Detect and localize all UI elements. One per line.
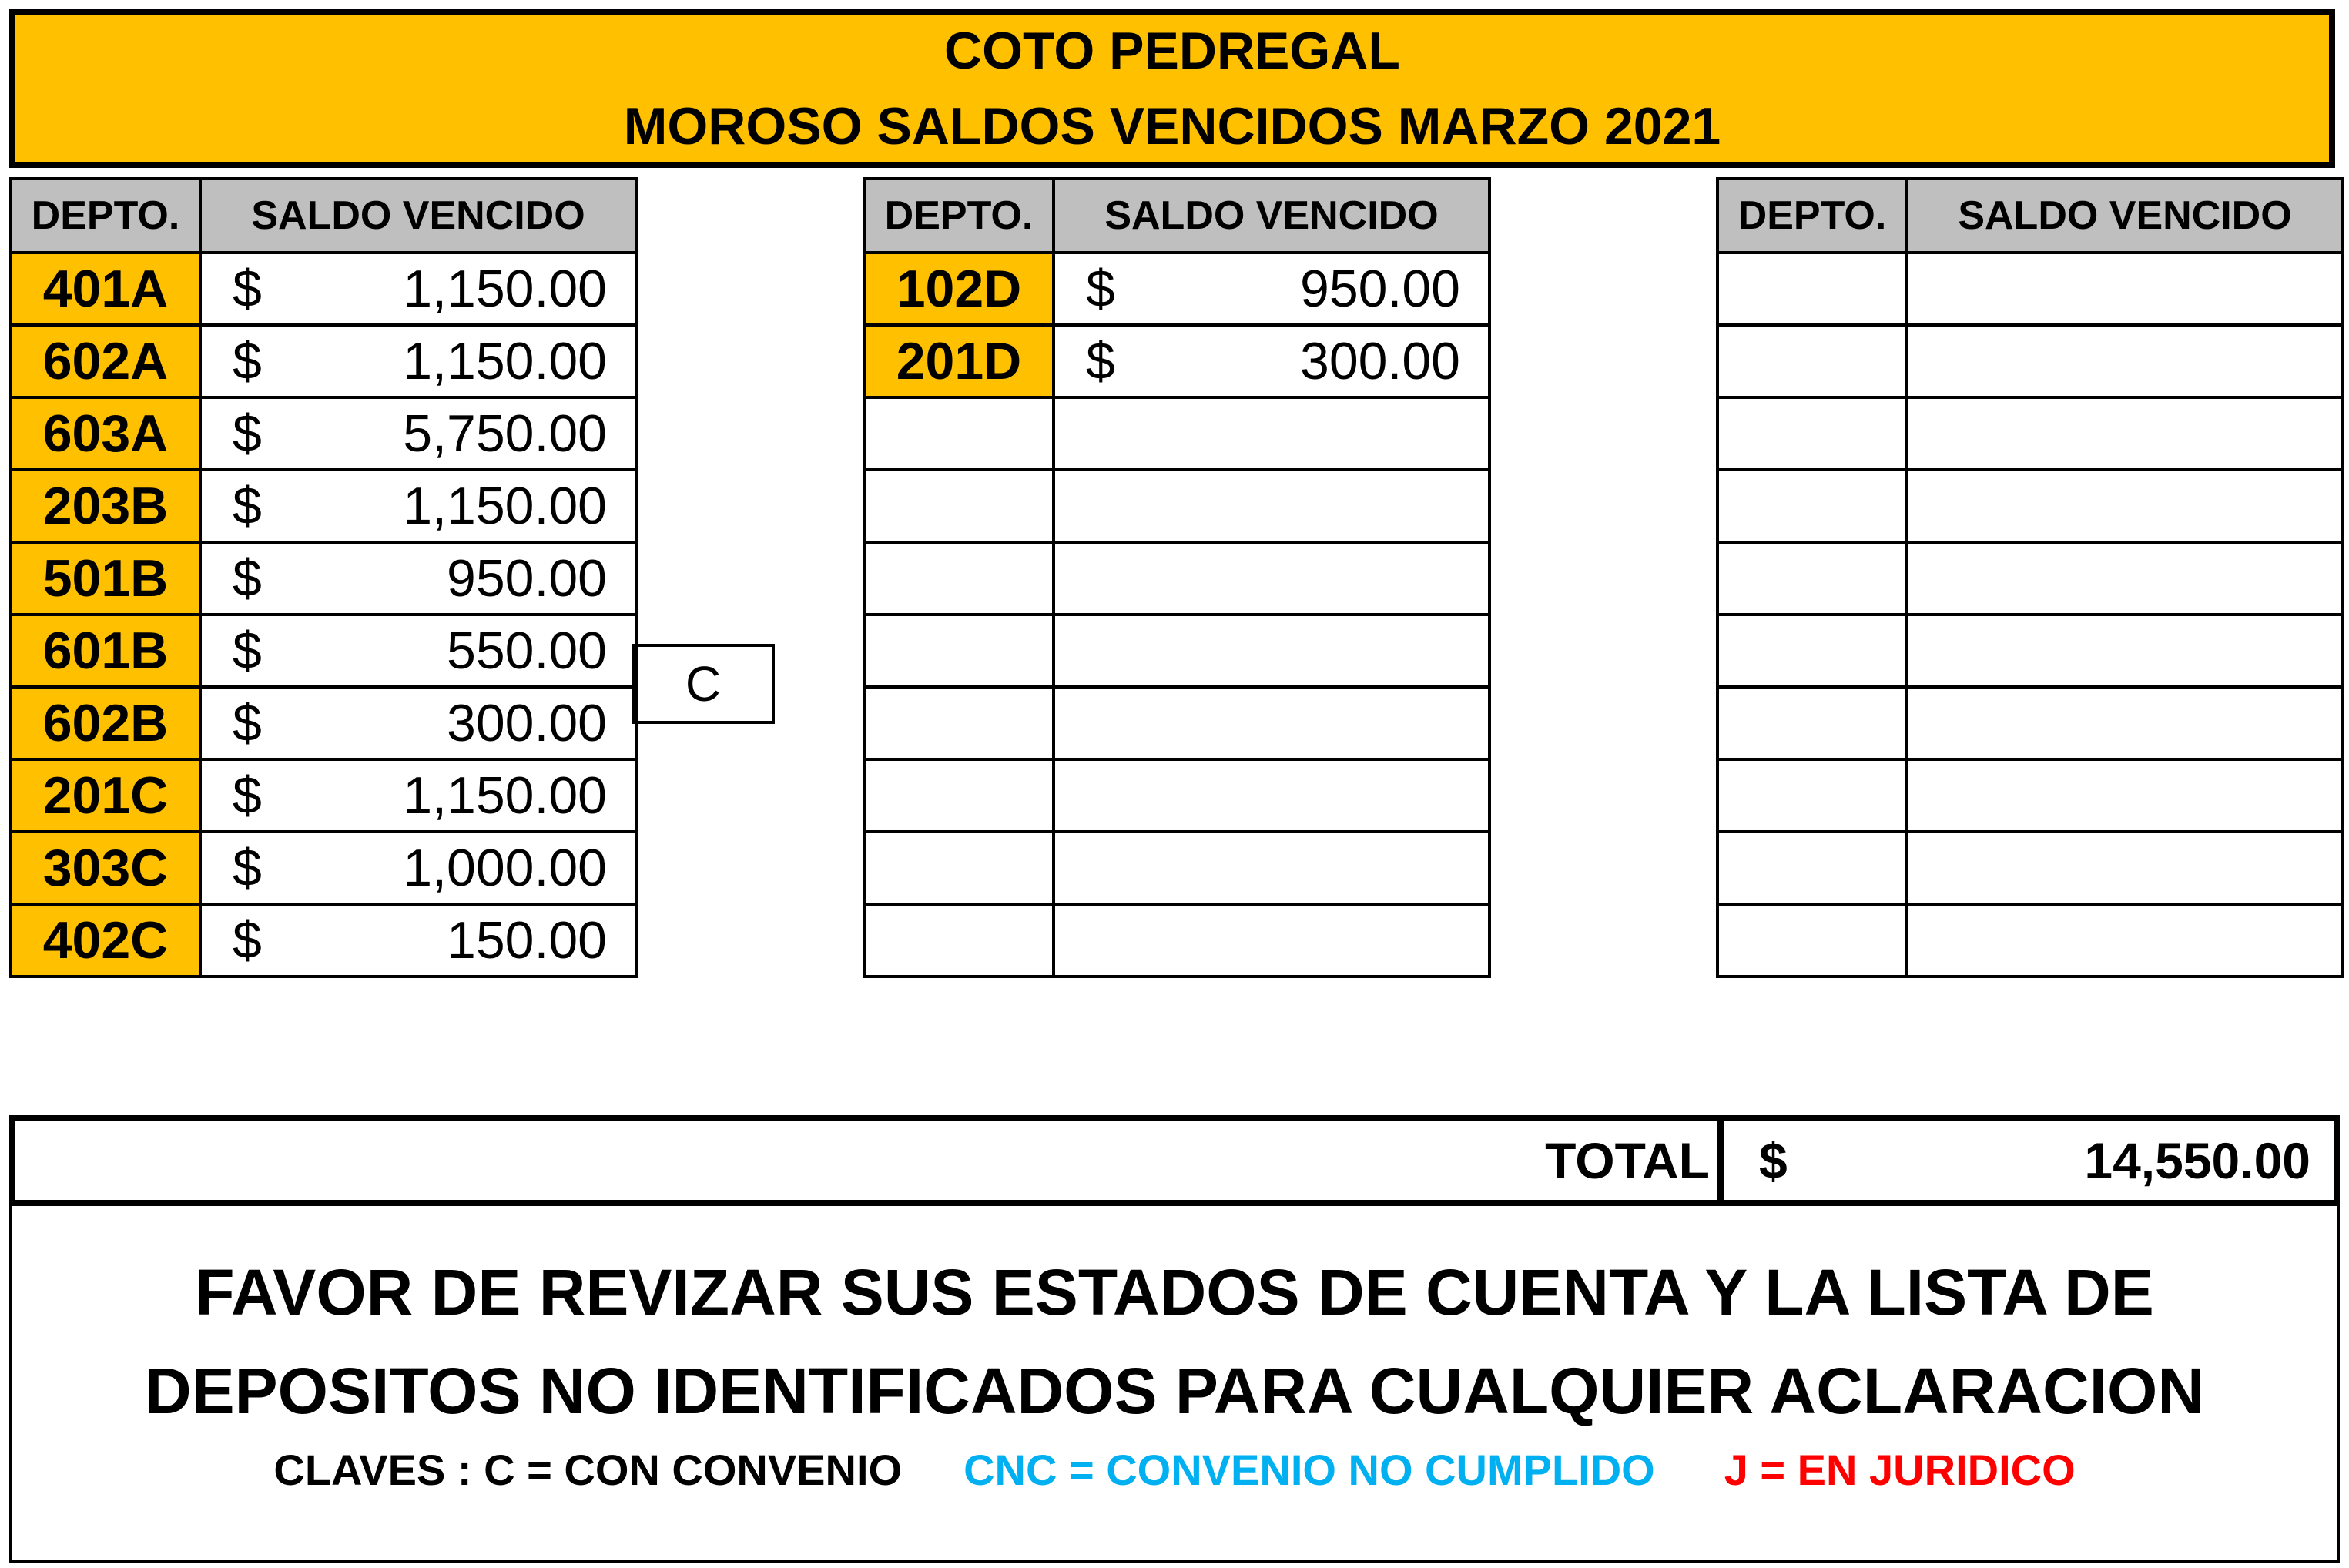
amount-value: 550.00 bbox=[447, 622, 607, 680]
amount-value: 950.00 bbox=[447, 549, 607, 608]
table-row bbox=[864, 615, 1489, 687]
total-label: TOTAL bbox=[9, 1115, 1724, 1206]
amount-value: 300.00 bbox=[1300, 332, 1460, 390]
table-row bbox=[11, 759, 636, 832]
currency-symbol: $ bbox=[233, 622, 262, 680]
table-2-body bbox=[864, 253, 1489, 977]
table-row bbox=[11, 687, 636, 759]
table-row bbox=[1717, 759, 2343, 832]
saldo-cell bbox=[200, 904, 636, 977]
table-row bbox=[864, 904, 1489, 977]
currency-symbol: $ bbox=[233, 694, 262, 752]
saldo-cell bbox=[200, 542, 636, 615]
depto-cell: 602A bbox=[11, 325, 200, 397]
saldo-cell bbox=[1054, 832, 1489, 904]
depto-cell bbox=[1717, 470, 1907, 542]
saldo-header: SALDO VENCIDO bbox=[1054, 179, 1489, 253]
saldo-cell bbox=[1907, 325, 2343, 397]
depto-cell: 201C bbox=[11, 759, 200, 832]
saldo-cell bbox=[200, 253, 636, 325]
depto-cell: 203B bbox=[11, 470, 200, 542]
saldo-cell bbox=[1054, 542, 1489, 615]
table-row bbox=[864, 470, 1489, 542]
sheet-subtitle: MOROSO SALDOS VENCIDOS MARZO 2021 bbox=[623, 97, 1721, 156]
notice-box bbox=[9, 1206, 2340, 1563]
amount-value: 1,000.00 bbox=[403, 839, 607, 897]
currency-symbol: $ bbox=[233, 404, 262, 463]
depto-cell bbox=[864, 397, 1054, 470]
sheet-title: COTO PEDREGAL bbox=[944, 22, 1400, 80]
depto-cell bbox=[1717, 687, 1907, 759]
depto-cell: 401A bbox=[11, 253, 200, 325]
key-j: J = EN JURIDICO bbox=[1724, 1446, 2076, 1494]
saldo-cell bbox=[1054, 470, 1489, 542]
depto-cell bbox=[864, 687, 1054, 759]
table-row bbox=[11, 615, 636, 687]
table-row bbox=[864, 253, 1489, 325]
depto-header: DEPTO. bbox=[11, 179, 200, 253]
saldo-cell bbox=[200, 325, 636, 397]
saldo-cell bbox=[1054, 759, 1489, 832]
currency-symbol: $ bbox=[233, 839, 262, 897]
saldo-cell bbox=[1907, 470, 2343, 542]
depto-cell: 102D bbox=[864, 253, 1054, 325]
currency-symbol: $ bbox=[233, 332, 262, 390]
table-row bbox=[864, 397, 1489, 470]
amount-value: 1,150.00 bbox=[403, 766, 607, 825]
table-row bbox=[1717, 470, 2343, 542]
depto-cell bbox=[1717, 542, 1907, 615]
debtors-table-1 bbox=[9, 177, 638, 978]
depto-cell bbox=[1717, 759, 1907, 832]
table-row bbox=[1717, 325, 2343, 397]
keys-legend bbox=[12, 1445, 2337, 1495]
saldo-header: SALDO VENCIDO bbox=[200, 179, 636, 253]
table-row bbox=[11, 904, 636, 977]
depto-cell: 501B bbox=[11, 542, 200, 615]
total-amount-cell bbox=[1724, 1115, 2340, 1206]
saldo-header: SALDO VENCIDO bbox=[1907, 179, 2343, 253]
table-row bbox=[1717, 397, 2343, 470]
amount-value: 5,750.00 bbox=[403, 404, 607, 463]
table-row bbox=[1717, 253, 2343, 325]
currency-symbol: $ bbox=[233, 477, 262, 535]
key-c: CLAVES : C = CON CONVENIO bbox=[273, 1446, 903, 1494]
saldo-cell bbox=[200, 832, 636, 904]
debtors-table-2 bbox=[863, 177, 1491, 978]
table-row bbox=[1717, 542, 2343, 615]
depto-cell: 601B bbox=[11, 615, 200, 687]
depto-cell bbox=[1717, 253, 1907, 325]
saldo-cell bbox=[1907, 687, 2343, 759]
currency-symbol: $ bbox=[233, 260, 262, 318]
table-row bbox=[11, 542, 636, 615]
depto-cell bbox=[864, 904, 1054, 977]
flag-601b: C bbox=[632, 644, 775, 724]
depto-cell: 402C bbox=[11, 904, 200, 977]
depto-cell bbox=[864, 542, 1054, 615]
saldo-cell bbox=[1054, 904, 1489, 977]
depto-cell: 603A bbox=[11, 397, 200, 470]
saldo-cell bbox=[200, 470, 636, 542]
depto-cell bbox=[1717, 615, 1907, 687]
currency-symbol: $ bbox=[1086, 260, 1115, 318]
saldo-cell bbox=[1054, 253, 1489, 325]
currency-symbol: $ bbox=[233, 911, 262, 970]
total-amount: 14,550.00 bbox=[2084, 1132, 2310, 1189]
depto-cell bbox=[1717, 904, 1907, 977]
saldo-cell bbox=[200, 687, 636, 759]
saldo-cell bbox=[1907, 904, 2343, 977]
saldo-cell bbox=[1054, 687, 1489, 759]
depto-cell bbox=[864, 832, 1054, 904]
depto-cell: 201D bbox=[864, 325, 1054, 397]
table-row bbox=[864, 325, 1489, 397]
currency-symbol: $ bbox=[233, 766, 262, 825]
depto-cell bbox=[864, 615, 1054, 687]
table-row bbox=[864, 759, 1489, 832]
saldo-cell bbox=[200, 397, 636, 470]
table-row bbox=[11, 253, 636, 325]
table-row bbox=[864, 687, 1489, 759]
saldo-cell bbox=[200, 615, 636, 687]
table-1-body bbox=[11, 253, 636, 977]
depto-cell bbox=[864, 759, 1054, 832]
amount-value: 150.00 bbox=[447, 911, 607, 970]
saldo-cell bbox=[1054, 325, 1489, 397]
key-cnc: CNC = CONVENIO NO CUMPLIDO bbox=[963, 1446, 1655, 1494]
amount-value: 1,150.00 bbox=[403, 332, 607, 390]
depto-cell bbox=[864, 470, 1054, 542]
saldo-cell bbox=[1054, 397, 1489, 470]
amount-value: 950.00 bbox=[1300, 260, 1460, 318]
amount-value: 300.00 bbox=[447, 694, 607, 752]
total-row bbox=[9, 1115, 2340, 1206]
table-row bbox=[11, 397, 636, 470]
table-row bbox=[1717, 904, 2343, 977]
depto-cell: 602B bbox=[11, 687, 200, 759]
table-row bbox=[11, 832, 636, 904]
saldo-cell bbox=[1907, 832, 2343, 904]
table-row bbox=[11, 470, 636, 542]
table-row bbox=[864, 542, 1489, 615]
saldo-cell bbox=[1907, 759, 2343, 832]
debtors-table-3 bbox=[1716, 177, 2344, 978]
saldo-cell bbox=[1907, 542, 2343, 615]
table-row bbox=[11, 325, 636, 397]
saldo-cell bbox=[1054, 615, 1489, 687]
depto-cell: 303C bbox=[11, 832, 200, 904]
table-3-body bbox=[1717, 253, 2343, 977]
table-row bbox=[1717, 615, 2343, 687]
depto-header: DEPTO. bbox=[864, 179, 1054, 253]
saldo-cell bbox=[1907, 253, 2343, 325]
notice-line-1: FAVOR DE REVIZAR SUS ESTADOS DE CUENTA Y LA LISTA DE bbox=[195, 1256, 2154, 1328]
depto-header: DEPTO. bbox=[1717, 179, 1907, 253]
depto-cell bbox=[1717, 325, 1907, 397]
currency-symbol: $ bbox=[233, 549, 262, 608]
saldo-cell bbox=[1907, 397, 2343, 470]
currency-symbol: $ bbox=[1086, 332, 1115, 390]
depto-cell bbox=[1717, 832, 1907, 904]
table-row bbox=[1717, 687, 2343, 759]
total-currency: $ bbox=[1759, 1132, 1788, 1189]
depto-cell bbox=[1717, 397, 1907, 470]
title-banner bbox=[9, 9, 2335, 168]
saldo-cell bbox=[1907, 615, 2343, 687]
table-row bbox=[864, 832, 1489, 904]
amount-value: 1,150.00 bbox=[403, 477, 607, 535]
table-row bbox=[1717, 832, 2343, 904]
saldo-cell bbox=[200, 759, 636, 832]
amount-value: 1,150.00 bbox=[403, 260, 607, 318]
notice-line-2: DEPOSITOS NO IDENTIFICADOS PARA CUALQUIER ACLARACION bbox=[144, 1355, 2205, 1427]
